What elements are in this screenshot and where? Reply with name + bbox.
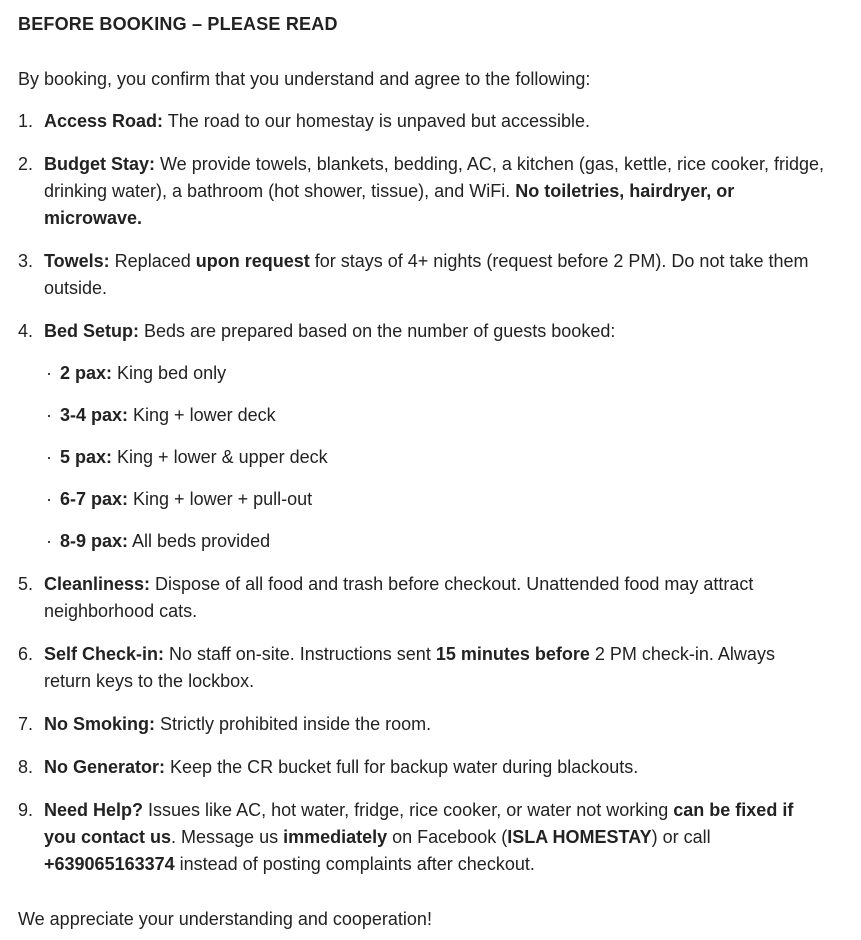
list-item-number: 2. xyxy=(18,154,34,174)
text-run: Issues like AC, hot water, fridge, rice cooker, or water not working xyxy=(143,800,674,820)
rules-list xyxy=(18,108,843,878)
text-run-bold: No Generator: xyxy=(44,757,166,777)
text-run: King + lower + pull-out xyxy=(128,489,313,509)
list-item-text xyxy=(44,754,825,781)
list-item-number: 8. xyxy=(18,757,34,777)
sub-list-item xyxy=(44,486,825,513)
list-item xyxy=(18,571,843,625)
list-item-number: 7. xyxy=(18,714,34,734)
list-item-text xyxy=(44,318,825,555)
sub-list-item xyxy=(44,402,825,429)
list-item xyxy=(18,151,843,232)
text-run: Replaced xyxy=(109,251,196,271)
sub-list-item xyxy=(44,528,825,555)
sub-list-item-text xyxy=(60,360,825,387)
list-item-text xyxy=(44,108,825,135)
text-run: King + lower & upper deck xyxy=(112,447,328,467)
text-run: Dispose of all food and trash before checkout. Unattended food may attract neighborhood cats. xyxy=(44,574,754,621)
sub-list-item-text xyxy=(60,486,825,513)
bullet-icon: · xyxy=(46,405,52,425)
text-run-bold: ISLA HOMESTAY xyxy=(507,827,652,847)
text-run-bold: Cleanliness: xyxy=(44,574,151,594)
text-run: for stays of 4+ nights (request before 2 PM). Do not take them outside. xyxy=(44,251,809,298)
text-run-bold: Need Help? xyxy=(44,800,144,820)
sub-list-item-text xyxy=(60,528,825,555)
text-run-bold: 2 pax: xyxy=(60,363,113,383)
text-run-bold: upon request xyxy=(195,251,310,271)
list-item xyxy=(18,248,843,302)
text-run-bold: 8-9 pax: xyxy=(60,531,129,551)
list-item-number: 1. xyxy=(18,111,34,131)
list-item-text xyxy=(44,248,825,302)
text-run: on Facebook ( xyxy=(387,827,508,847)
list-item xyxy=(18,711,843,738)
bullet-icon: · xyxy=(46,531,52,551)
text-run-bold: 5 pax: xyxy=(60,447,113,467)
list-item-number: 3. xyxy=(18,251,34,271)
page-title: BEFORE BOOKING – PLEASE READ xyxy=(18,14,338,34)
text-run: ) or call xyxy=(651,827,711,847)
text-run: 2 PM check-in. Always return keys to the lockbox. xyxy=(44,644,775,691)
text-run: instead of posting complaints after checkout. xyxy=(174,854,535,874)
text-run: Strictly prohibited inside the room. xyxy=(155,714,432,734)
list-item-number: 5. xyxy=(18,574,34,594)
text-run: Keep the CR bucket full for backup water during blackouts. xyxy=(165,757,639,777)
text-run-bold: 6-7 pax: xyxy=(60,489,129,509)
text-run-bold: No toiletries, hairdryer, or microwave. xyxy=(44,181,735,228)
list-item xyxy=(18,318,843,555)
list-item-number: 4. xyxy=(18,321,34,341)
text-run: King + lower deck xyxy=(128,405,276,425)
text-run: Beds are prepared based on the number of guests booked: xyxy=(139,321,616,341)
text-run: We provide towels, blankets, bedding, AC, a kitchen (gas, kettle, rice cooker, fridge, drinking water), a bathroom (hot shower, tissue), and WiFi. xyxy=(44,154,825,201)
sub-list-item xyxy=(44,360,825,387)
sub-list-item-text xyxy=(60,444,825,471)
list-item-text xyxy=(44,151,825,232)
list-item-text xyxy=(44,797,825,878)
intro-text: By booking, you confirm that you understand and agree to the following: xyxy=(18,69,591,89)
list-item xyxy=(18,108,843,135)
text-run: King bed only xyxy=(112,363,227,383)
sub-list-item xyxy=(44,444,825,471)
bed-setup-sublist xyxy=(44,360,825,555)
list-item xyxy=(18,641,843,695)
bullet-icon: · xyxy=(46,363,52,383)
text-run-bold: can be fixed if you contact us xyxy=(44,800,794,847)
text-run-bold: Bed Setup: xyxy=(44,321,140,341)
list-item xyxy=(18,797,843,878)
bullet-icon: · xyxy=(46,447,52,467)
text-run: The road to our homestay is unpaved but accessible. xyxy=(163,111,590,131)
list-item-text xyxy=(44,711,825,738)
text-run-bold: 3-4 pax: xyxy=(60,405,129,425)
text-run-bold: 15 minutes before xyxy=(435,644,590,664)
list-item xyxy=(18,754,843,781)
text-run: No staff on-site. Instructions sent xyxy=(164,644,436,664)
sub-list-item-text xyxy=(60,402,825,429)
text-run-bold: Access Road: xyxy=(44,111,164,131)
text-run: All beds provided xyxy=(128,531,271,551)
list-item-text xyxy=(44,641,825,695)
list-item-number: 9. xyxy=(18,800,34,820)
text-run-bold: Towels: xyxy=(44,251,110,271)
list-item-number: 6. xyxy=(18,644,34,664)
text-run-bold: No Smoking: xyxy=(44,714,155,734)
text-run-bold: immediately xyxy=(283,827,388,847)
text-run: . Message us xyxy=(171,827,284,847)
outro-text: We appreciate your understanding and cooperation! xyxy=(18,909,432,929)
bullet-icon: · xyxy=(46,489,52,509)
text-run-bold: Self Check-in: xyxy=(44,644,165,664)
text-run-bold: +639065163374 xyxy=(44,854,175,874)
text-run-bold: Budget Stay: xyxy=(44,154,156,174)
list-item-text xyxy=(44,571,825,625)
